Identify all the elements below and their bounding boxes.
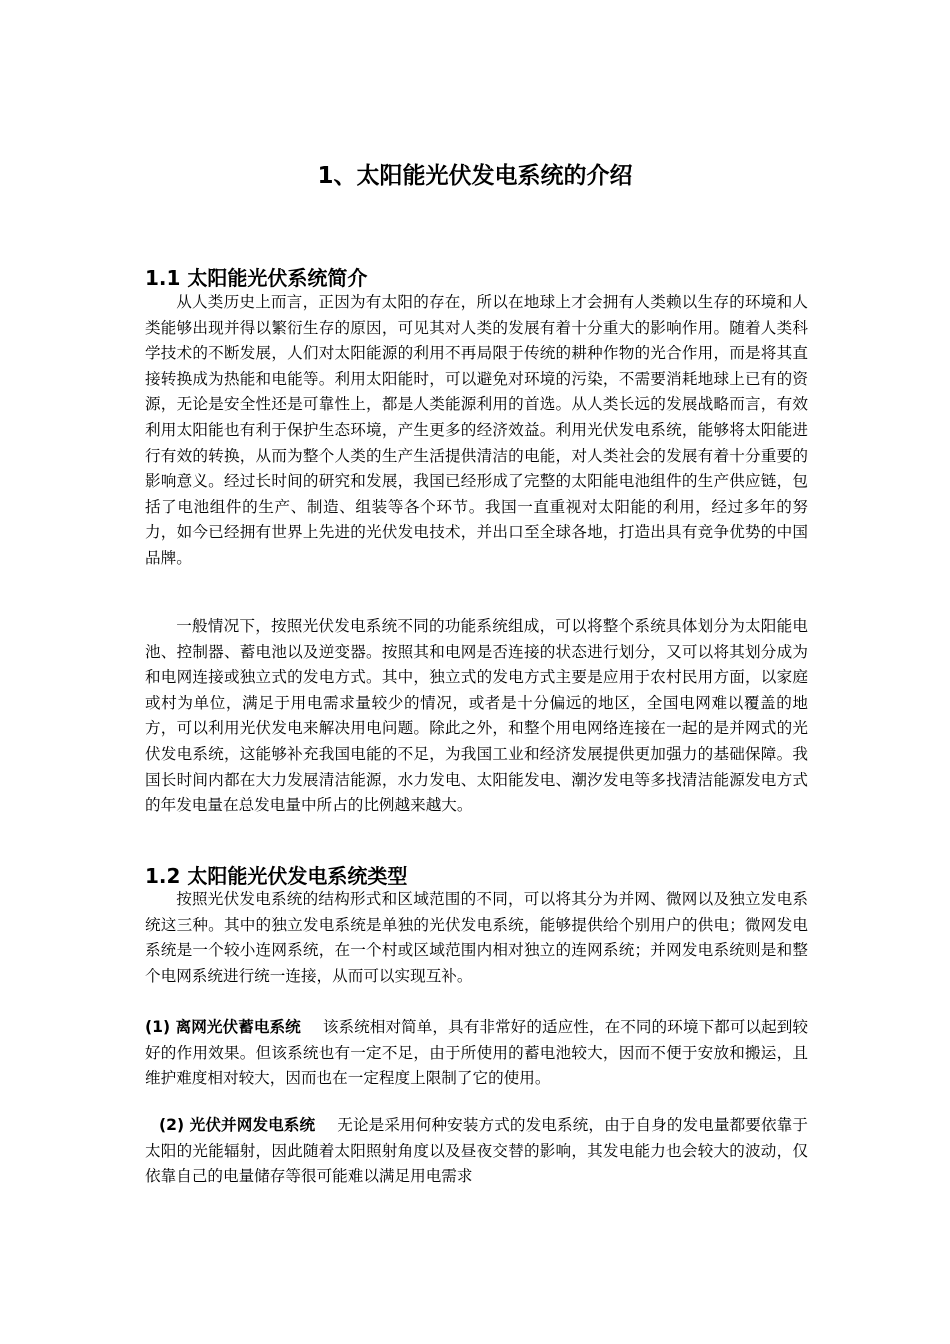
list-item-gridtied xyxy=(145,1113,808,1190)
list-item-gridtied-label: (2) 光伏并网发电系统 xyxy=(159,1116,316,1134)
section-1-1-paragraph-2: 一般情况下，按照光伏发电系统不同的功能系统组成，可以将整个系统具体划分为太阳能电池、控制器、蓄电池以及逆变器。按照其和电网是否连接的状态进行划分，又可以将其划分成为和电网连接或独立式的发电方式。其中，独立式的发电方式主要是应用于农村民用方面，以家庭或村为单位，满足于用电需求量较少的情况，或者是十分偏远的地区，全国电网难以覆盖的地方，可以利用光伏发电来解决用电问题。除此之外，和整个用电网络连接在一起的是并网式的光伏发电系统，这能够补充我国电能的不足，为我国工业和经济发展提供更加强力的基础保障。我国长时间内都在大力发展清洁能源，水力发电、太阳能发电、潮汐发电等多找清洁能源发电方式的年发电量在总发电量中所占的比例越来越大。 xyxy=(145,617,808,815)
page-title: 1、太阳能光伏发电系统的介绍 xyxy=(317,163,633,189)
list-item-gridtied-text: 无论是采用何种安装方式的发电系统，由于自身的发电量都要依靠于太阳的光能辐射，因此随着太阳照射角度以及昼夜交替的影响，其发电能力也会较大的波动，仅依靠自己的电量储存等很可能难以满足用电需求 xyxy=(145,1116,808,1186)
section-1-1-paragraph-1: 从人类历史上而言，正因为有太阳的存在，所以在地球上才会拥有人类赖以生存的环境和人类能够出现并得以繁衍生存的原因，可见其对人类的发展有着十分重大的影响作用。随着人类科学技术的不断发展，人们对太阳能源的利用不再局限于传统的耕种作物的光合作用，而是将其直接转换成为热能和电能等。利用太阳能时，可以避免对环境的污染，不需要消耗地球上已有的资源，无论是安全性还是可靠性上，都是人类能源利用的首选。从人类长远的发展战略而言，有效利用太阳能也有利于保护生态环境，产生更多的经济效益。利用光伏发电系统，能够将太阳能进行有效的转换，从而为整个人类的生产生活提供清洁的电能，对人类社会的发展有着十分重要的影响意义。经过长时间的研究和发展，我国已经形成了完整的太阳能电池组件的生产供应链，包括了电池组件的生产、制造、组装等各个环节。我国一直重视对太阳能的利用，经过多年的努力，如今已经拥有世界上先进的光伏发电技术，并出口至全球各地，打造出具有竞争优势的中国品牌。 xyxy=(145,293,808,567)
section-1-2-paragraph-1: 按照光伏发电系统的结构形式和区域范围的不同，可以将其分为并网、微网以及独立发电系统这三种。其中的独立发电系统是单独的光伏发电系统，能够提供给个别用户的供电；微网发电系统是一个较小连网系统，在一个村或区域范围内相对独立的连网系统；并网发电系统则是和整个电网系统进行统一连接，从而可以实现互补。 xyxy=(145,890,808,985)
list-item-offgrid-text: 该系统相对简单，具有非常好的适应性，在不同的环境下都可以起到较好的作用效果。但该系统也有一定不足，由于所使用的蓄电池较大，因而不便于安放和搬运，且维护难度相对较大，因而也在一定程度上限制了它的使用。 xyxy=(145,1018,808,1088)
list-item-offgrid xyxy=(145,1015,808,1092)
section-heading-1-1: 1.1 太阳能光伏系统简介 xyxy=(145,266,368,290)
list-item-offgrid-label: (1) 离网光伏蓄电系统 xyxy=(145,1018,301,1036)
section-heading-1-2: 1.2 太阳能光伏发电系统类型 xyxy=(145,864,408,888)
